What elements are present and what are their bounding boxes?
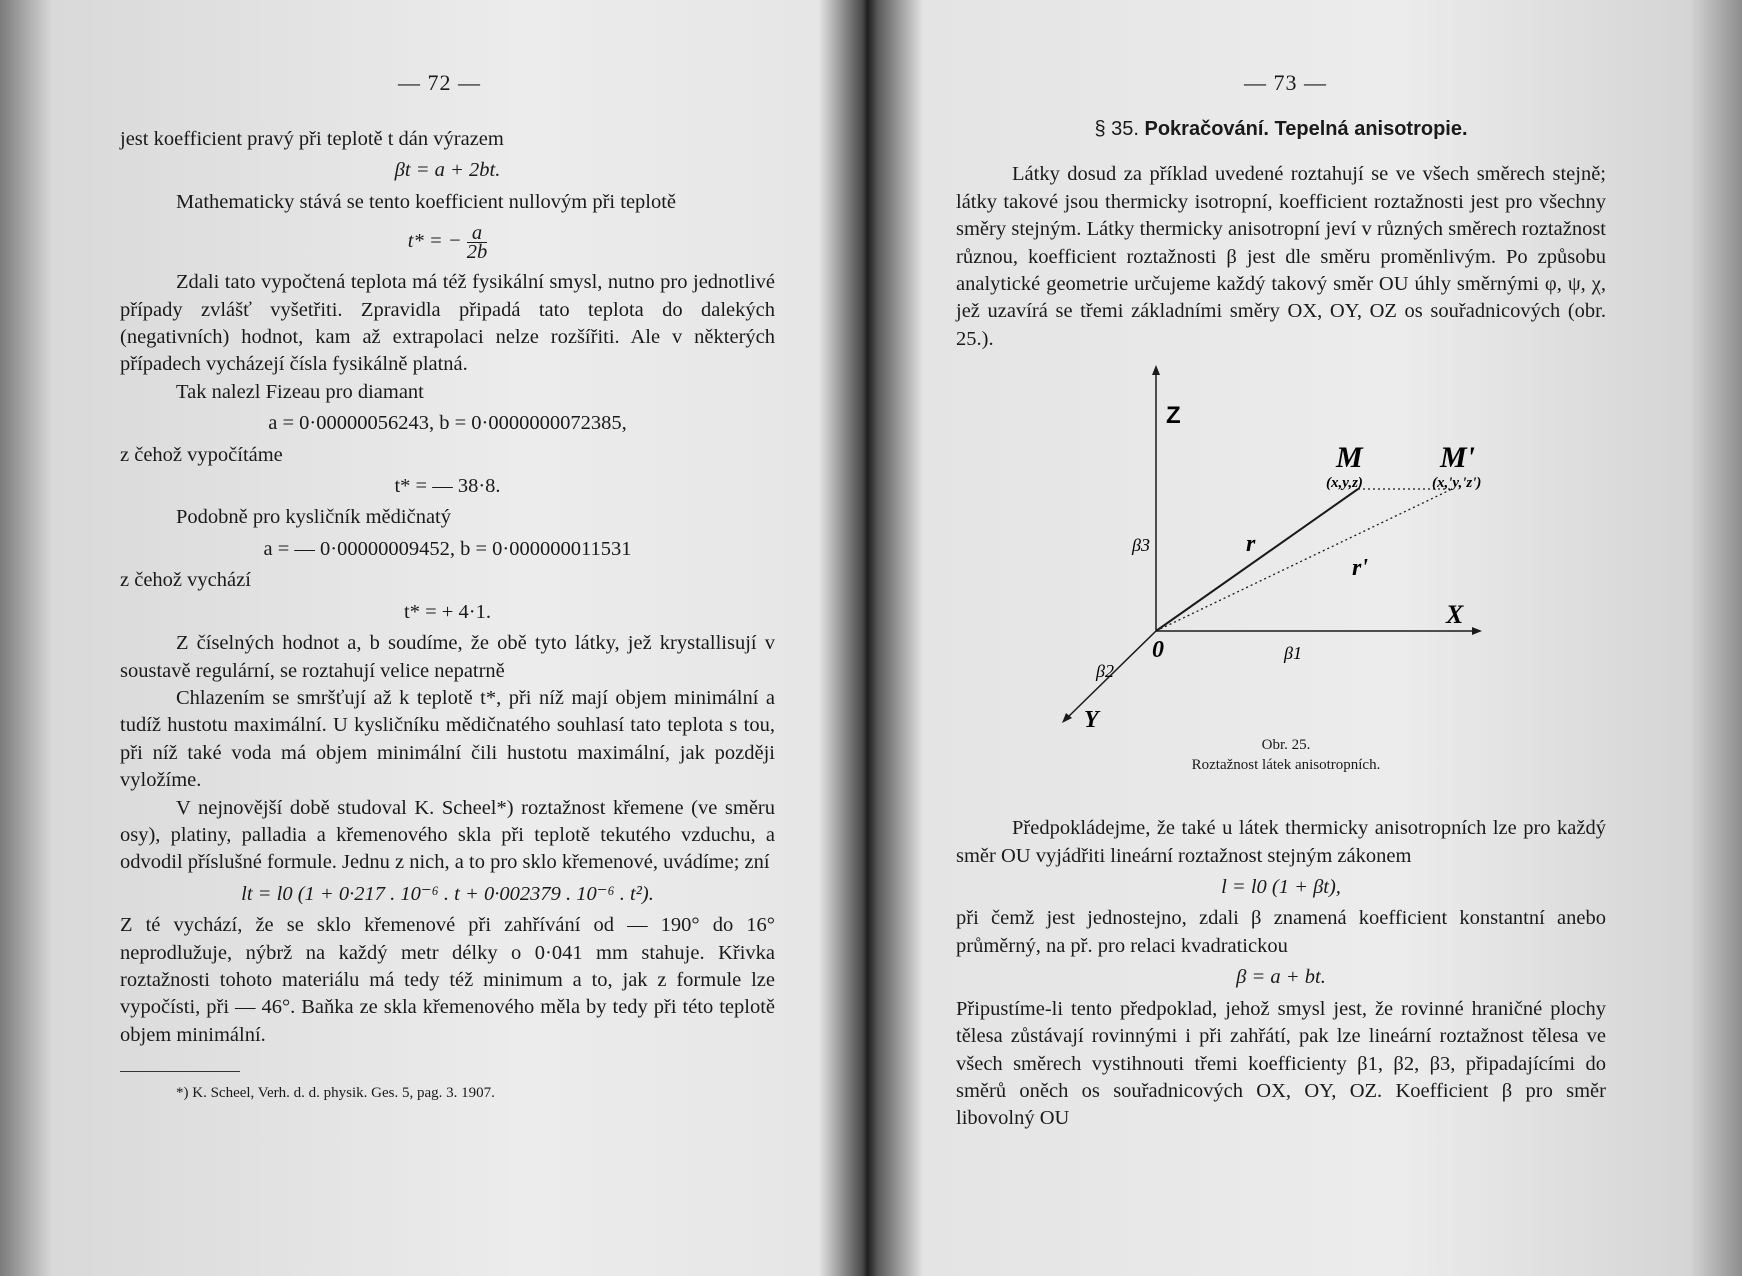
equation — [120, 222, 775, 264]
paragraph: jest koefficient pravý při teplotě t dán výrazem — [120, 128, 504, 150]
label-beta3: β3 — [1132, 535, 1150, 556]
figure-25 — [956, 361, 1606, 774]
equation: a = 0·00000056243, b = 0·0000000072385, — [268, 412, 627, 435]
paragraph: Chlazením se smršťují až k teplotě t*, při níž mají objem minimální a tudíž hustotu maximální. U kysličníku mědičnatého souhlasí tato teplota s tou, při níž také voda má objem minimální čili hustotu maximální, jak později vyložíme. — [120, 686, 775, 792]
label-r-prime: r' — [1352, 555, 1369, 582]
paragraph: Látky dosud za příklad uvedené roztahují se ve všech směrech stejně; látky takové jsou thermicky isotropní, koefficient roztažnosti jest pro všechny směry stejným. Látky thermicky anisotropní jeví v různých směrech roztažnost různou, koefficient roztažnosti β jest dle směru proměnlivým. Po způsobu analytické geometrie určujeme každý takový směr OU úhly směrnými φ, ψ, χ, jež uzavírá se třemi základními směry OX, OY, OZ os souřadnicových (obr. 25.). — [956, 163, 1606, 350]
equation: t* = + 4·1. — [404, 600, 491, 623]
left-page — [0, 0, 866, 1276]
equation-lhs: t* = − — [407, 230, 462, 253]
label-origin: 0 — [1152, 637, 1164, 664]
section-title: Pokračování. Tepelná anisotropie. — [1144, 118, 1468, 140]
paragraph: z čehož vypočítáme — [120, 443, 283, 466]
footnote: *) K. Scheel, Verh. d. d. physik. Ges. 5, pag. 3. 1907. — [176, 1085, 495, 1102]
text-column — [956, 108, 1606, 1133]
equation: a = — 0·00000009452, b = 0·000000011531 — [263, 537, 632, 560]
paragraph: Připustíme-li tento předpoklad, jehož smysl jest, že rovinné hraničné plochy tělesa zůstávají rovinnými i při zahřátí, pak lze lineární roztažnost tělesa ve všech směrech vystihnouti třemi koefficienty β1, β2, β3, připadajícími do směrů oněch os souřadnicových OX, OY, OZ. Koefficient β pro směr libovolný OU — [956, 997, 1606, 1130]
x-axis-arrow — [1472, 627, 1482, 635]
page-number: — 72 — — [398, 70, 481, 95]
label-m-prime: M' — [1440, 441, 1476, 475]
equation: lt = l0 (1 + 0·217 . 10⁻⁶ . t + 0·002379 . 10⁻⁶ . t²). — [241, 882, 654, 905]
label-m-coords: (x,y,z) — [1326, 475, 1363, 492]
paragraph: při čemž jest jednostejno, zdali β znamená koefficient konstantní anebo průměrný, na př. pro relaci kvadratickou — [956, 907, 1606, 957]
caption-text: Roztažnost látek anisotropních. — [1191, 757, 1381, 774]
label-x: X — [1446, 600, 1464, 630]
figure-caption — [1116, 735, 1456, 775]
paragraph: Tak nalezl Fizeau pro diamant — [176, 380, 424, 403]
fraction-denominator: 2b — [466, 241, 488, 264]
z-axis-arrow — [1152, 365, 1160, 375]
paragraph: z čehož vychází — [120, 569, 251, 592]
fraction — [466, 222, 488, 264]
axes-diagram — [956, 361, 1606, 731]
equation: t* = — 38·8. — [394, 475, 501, 498]
label-r: r — [1246, 531, 1256, 558]
label-m-prime-coords: (x,'y,'z') — [1432, 475, 1482, 492]
label-m: M — [1336, 441, 1363, 475]
label-beta1: β1 — [1284, 643, 1302, 664]
paragraph: Mathematicky stává se tento koefficient nullovým při teplotě — [176, 190, 677, 213]
equation: l = l0 (1 + βt), — [1221, 876, 1341, 899]
equation: βt = a + 2bt. — [394, 159, 501, 182]
right-page — [876, 0, 1742, 1276]
paragraph: V nejnovější době studoval K. Scheel*) roztažnost křemene (ve směru osy), platiny, palladia a křemenového skla při teplotě tekutého vzduchu, a odvodil příslušné formule. Jednu z nich, a to pro sklo křemenové, uvádíme; zní — [120, 796, 775, 874]
paragraph: Z číselných hodnot a, b soudíme, že obě tyto látky, jež krystallisují v soustavě regulární, se roztahují velice nepatrně — [120, 632, 775, 682]
label-z: Z — [1166, 402, 1181, 430]
label-beta2: β2 — [1096, 661, 1114, 682]
page-number: — 73 — — [1244, 70, 1327, 95]
footnote-rule — [120, 1071, 240, 1072]
fraction-numerator: a — [467, 224, 488, 243]
section-heading — [956, 116, 1606, 143]
text-column — [120, 126, 775, 1108]
section-number: § 35. — [1094, 118, 1139, 140]
paragraph: Podobně pro kysličník mědičnatý — [176, 506, 451, 529]
vector-r — [1156, 489, 1358, 631]
paragraph: Z té vychází, že se sklo křemenové při zahřívání od — 190° do 16° neprodlužuje, nýbrž na každý metr délky o 0·041 mm stahuje. Křivka roztažnosti tohoto materiálu má tedy též minimum a to, jak z formule lze vypočísti, při — 46°. Baňka ze skla křemenového měla by tedy při této teplotě objem minimální. — [120, 914, 775, 1046]
caption-number: Obr. 25. — [1261, 737, 1311, 754]
equation: β = a + bt. — [1236, 966, 1326, 989]
paragraph: Zdali tato vypočtená teplota má též fysikální smysl, nutno pro jednotlivé případy zvlášť vyšetřiti. Zpravidla připadá tato teplota do dalekých (negativních) hodnot, kam až extrapolaci nelze rozšířiti. Ale v některých případech vycházejí čísla fysikálně platná. — [120, 271, 775, 376]
paragraph: Předpokládejme, že také u látek thermicky anisotropních lze pro každý směr OU vyjádřiti lineární roztažnost stejným zákonem — [956, 817, 1606, 867]
vector-r-prime — [1156, 489, 1452, 631]
label-y: Y — [1084, 707, 1099, 732]
